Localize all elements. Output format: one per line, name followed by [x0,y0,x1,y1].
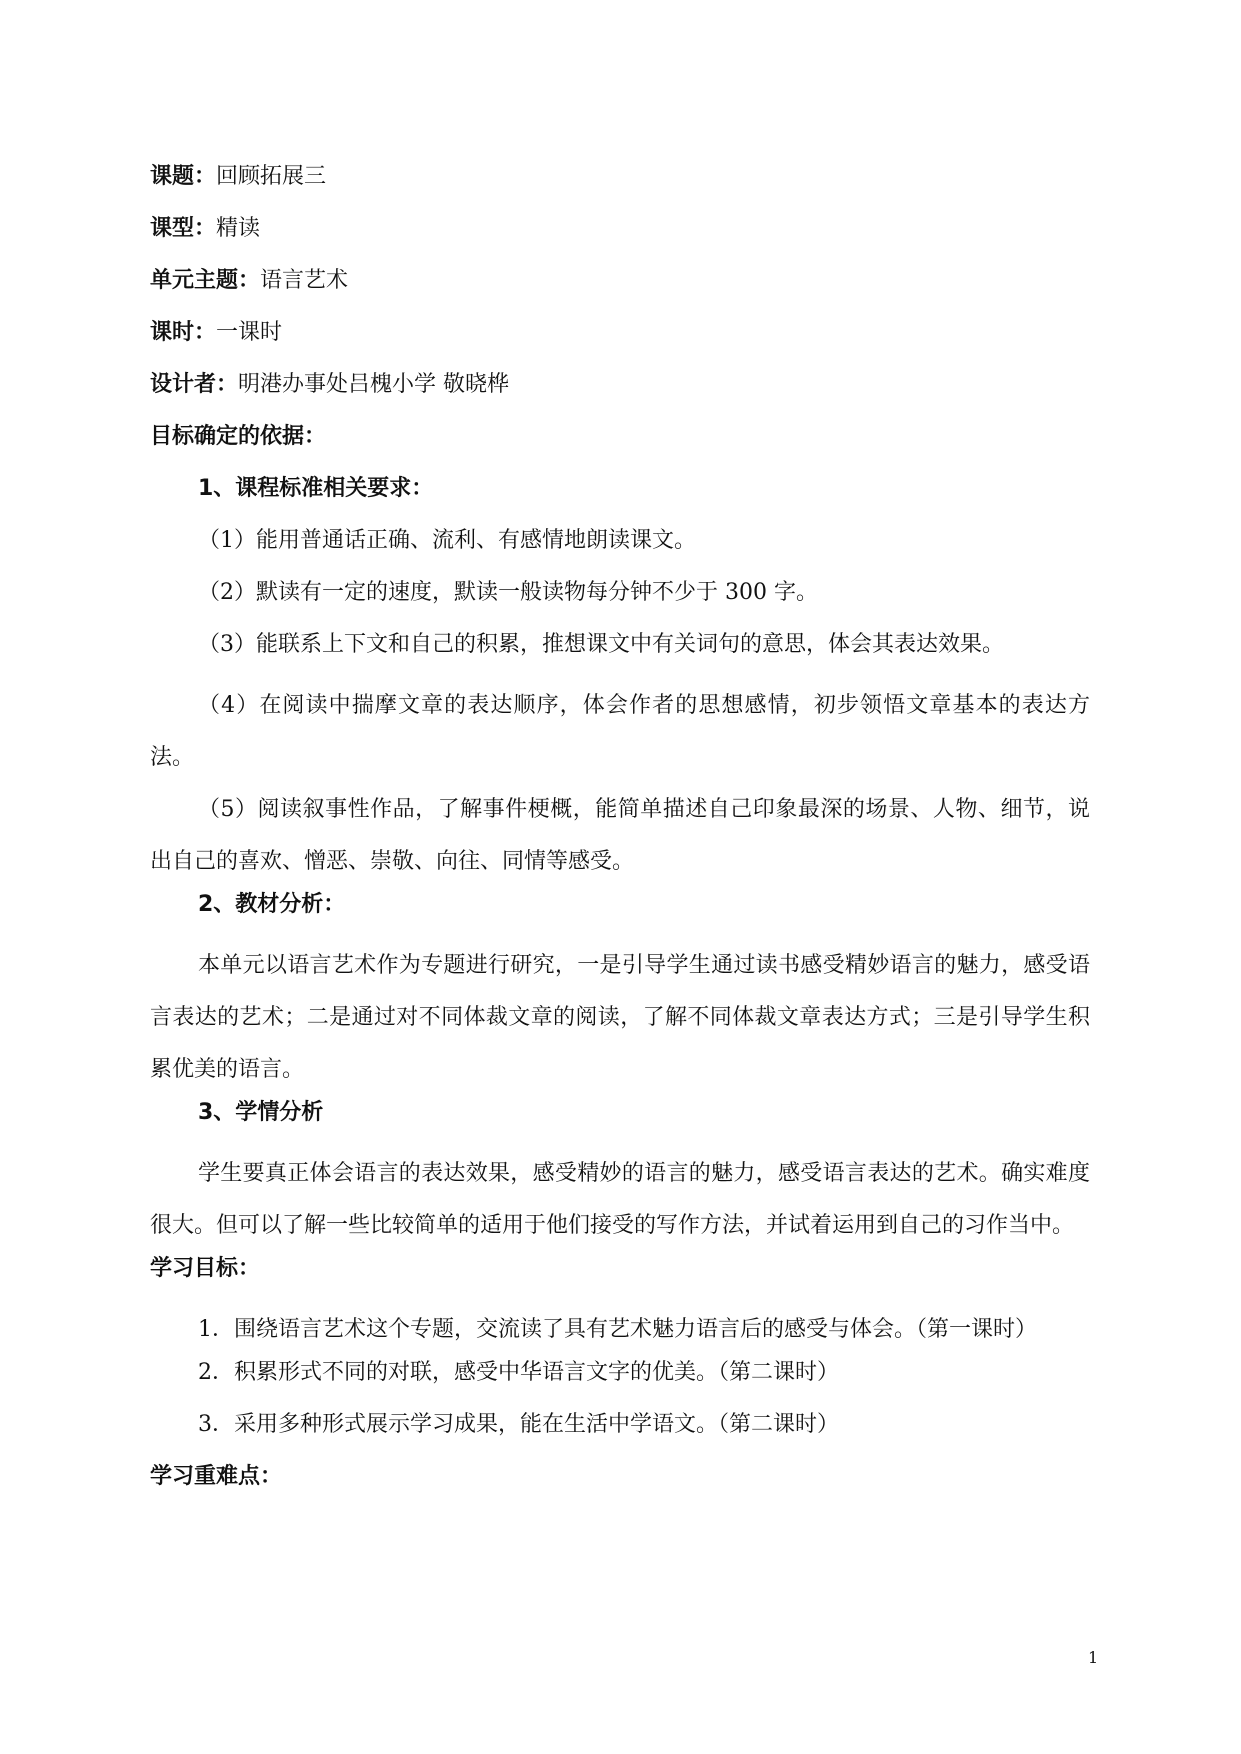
unit-theme-label: 单元主题： [150,268,261,293]
designer-row [150,368,1090,420]
standard-item: （3）能联系上下文和自己的积累，推想课文中有关词句的意思，体会其表达效果。 [198,632,1004,657]
class-period-label: 课时： [150,320,217,345]
objective-item: 2．积累形式不同的对联，感受中华语言文字的优美。（第二课时） [198,1360,839,1385]
lesson-title-value: 回顾拓展三 [216,164,327,189]
lesson-type-label: 课型： [150,216,217,241]
objectives-heading: 学习目标： [150,1256,261,1281]
class-period-row [150,316,1090,368]
students-heading: 3、学情分析 [198,1100,324,1125]
lesson-title-row [150,160,1090,212]
material-text: 本单元以语言艺术作为专题进行研究，一是引导学生通过读书感受精妙语言的魅力，感受语言表达的艺术；二是通过对不同体裁文章的阅读，了解不同体裁文章表达方式；三是引导学生积累优美的语言。 [150,953,1090,1082]
unit-theme-value: 语言艺术 [260,268,349,293]
material-heading: 2、教材分析： [198,892,346,917]
designer-value: 明港办事处吕槐小学 敬晓桦 [238,372,510,397]
students-text: 学生要真正体会语言的表达效果，感受精妙的语言的魅力，感受语言表达的艺术。确实难度很大。但可以了解一些比较简单的适用于他们接受的写作方法，并试着运用到自己的习作当中。 [150,1161,1090,1238]
standard-item: （4）在阅读中揣摩文章的表达顺序，体会作者的思想感情，初步领悟文章基本的表达方法。 [150,693,1090,770]
standard-item: （1）能用普通话正确、流利、有感情地朗读课文。 [198,528,696,553]
standard-item: （2）默读有一定的速度，默读一般读物每分钟不少于 300 字。 [198,580,818,605]
lesson-title-label: 课题： [150,164,217,189]
standard-item: （5）阅读叙事性作品，了解事件梗概，能简单描述自己印象最深的场景、人物、细节，说出自己的喜欢、憎恶、崇敬、向往、同情等感受。 [150,797,1090,874]
basis-heading: 目标确定的依据： [150,424,327,449]
lesson-type-value: 精读 [216,216,261,241]
objective-item: 3．采用多种形式展示学习成果，能在生活中学语文。（第二课时） [198,1412,839,1437]
unit-theme-row [150,264,1090,316]
designer-label: 设计者： [150,372,239,397]
objective-item: 1．围绕语言艺术这个专题，交流读了具有艺术魅力语言后的感受与体会。（第一课时） [198,1317,1037,1342]
difficulties-heading: 学习重难点： [150,1464,283,1489]
standards-heading: 1、课程标准相关要求： [198,476,434,501]
document-body [150,160,1090,1512]
page-number: 1 [1088,1648,1099,1667]
class-period-value: 一课时 [216,320,283,345]
lesson-type-row [150,212,1090,264]
